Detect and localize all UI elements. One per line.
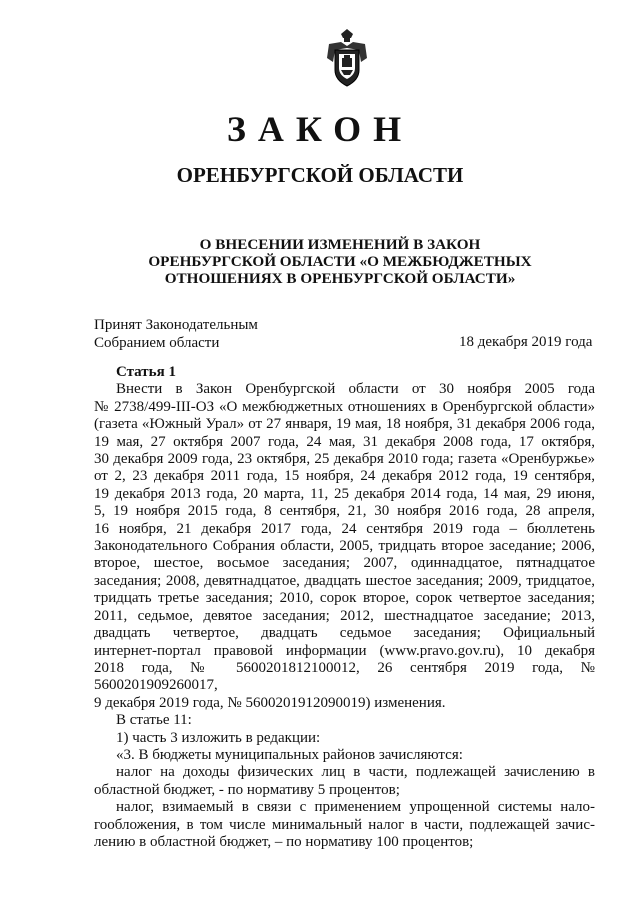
text-line: 5, 19 ноября 2015 года, 8 сентября, 21, 30 ноября 2016 года, 28 апреля, xyxy=(94,503,595,520)
document-body xyxy=(94,364,595,851)
text-line: Законодательного Собрания области, 2005, тридцать второе заседание; 2006, xyxy=(94,538,595,555)
text-line: 2018 года, № 5600201812100012, 26 сентября 2019 года, № 5600201909260017, xyxy=(94,659,595,694)
law-heading-line: О ВНЕСЕНИИ ИЗМЕНЕНИЙ В ЗАКОН xyxy=(199,236,481,253)
text-line: интернет-портал правовой информации (www.pravo.gov.ru), 10 декабря xyxy=(94,642,595,659)
coat-of-arms-emblem xyxy=(323,28,371,90)
article-title: Статья 1 xyxy=(116,364,176,380)
text-line: тридцать третье заседания; 2010, сорок второе, сорок четвертое заседания; xyxy=(94,590,595,607)
law-heading-line: ОРЕНБУРГСКОЙ ОБЛАСТИ «О МЕЖБЮДЖЕТНЫХ xyxy=(148,253,532,270)
adoption-line: Собранием области xyxy=(94,335,220,351)
adoption-line: Принят Законодательным xyxy=(94,317,258,333)
text-line: (газета «Южный Урал» от 27 января, 19 мая, 18 ноября, 31 декабря 2006 года, xyxy=(94,416,595,433)
document-subtitle: ОРЕНБУРГСКОЙ ОБЛАСТИ xyxy=(176,163,464,187)
text-line: 19 декабря 2013 года, 20 марта, 11, 25 декабря 2014 года, 14 мая, 29 июня, xyxy=(94,485,595,502)
text-line: 1) часть 3 изложить в редакции: xyxy=(116,729,321,746)
text-line: лению в областной бюджет, – по нормативу 100 процентов; xyxy=(94,833,474,850)
text-line: 19 мая, 27 октября 2007 года, 24 мая, 31 декабря 2008 года, 17 октября, xyxy=(94,433,595,450)
law-heading-line: ОТНОШЕНИЯХ В ОРЕНБУРГСКОЙ ОБЛАСТИ» xyxy=(164,270,516,287)
text-line: второе, шестое, восьмое заседания; 2007, одиннадцатое, пятнадцатое xyxy=(94,555,595,572)
text-line: налог, взимаемый в связи с применением упрощенной системы нало- xyxy=(116,799,595,816)
document-title: ЗАКОН xyxy=(226,109,414,149)
adoption-date: 18 декабря 2019 года xyxy=(459,334,593,350)
text-line: 9 декабря 2019 года, № 5600201912090019) изменения. xyxy=(94,694,446,711)
text-line: 16 ноября, 21 декабря 2017 года, 24 сентября 2019 года – бюллетень xyxy=(94,520,595,537)
text-line: от 2, 23 декабря 2011 года, 15 ноября, 24 декабря 2012 года, 19 сентября, xyxy=(94,468,595,485)
text-line: 30 декабря 2009 года, 23 октября, 25 декабря 2010 года; газета «Оренбуржье» xyxy=(94,451,595,468)
text-line: Внести в Закон Оренбургской области от 30 ноября 2005 года xyxy=(116,381,595,398)
text-line: 2011, седьмое, девятое заседания; 2012, шестнадцатое заседание; 2013, xyxy=(94,607,595,624)
adoption-info xyxy=(94,316,258,352)
text-line: № 2738/499-III-ОЗ «О межбюджетных отношениях в Оренбургской области» xyxy=(94,398,595,415)
text-line: налог на доходы физических лиц в части, подлежащей зачислению в xyxy=(116,764,595,781)
text-line: областной бюджет, - по нормативу 5 процентов; xyxy=(94,781,400,798)
text-line: двадцать четвертое, двадцать седьмое заседания; Официальный xyxy=(94,625,595,642)
text-line: «3. В бюджеты муниципальных районов зачисляются: xyxy=(116,746,463,763)
text-line: гообложения, в том числе минимальный налог в части, подлежащей зачис- xyxy=(94,816,595,833)
law-heading xyxy=(120,236,560,287)
text-line: заседания; 2008, девятнадцатое, двадцать шестое заседания; 2009, тридцатое, xyxy=(94,572,595,589)
text-line: В статье 11: xyxy=(116,712,192,729)
